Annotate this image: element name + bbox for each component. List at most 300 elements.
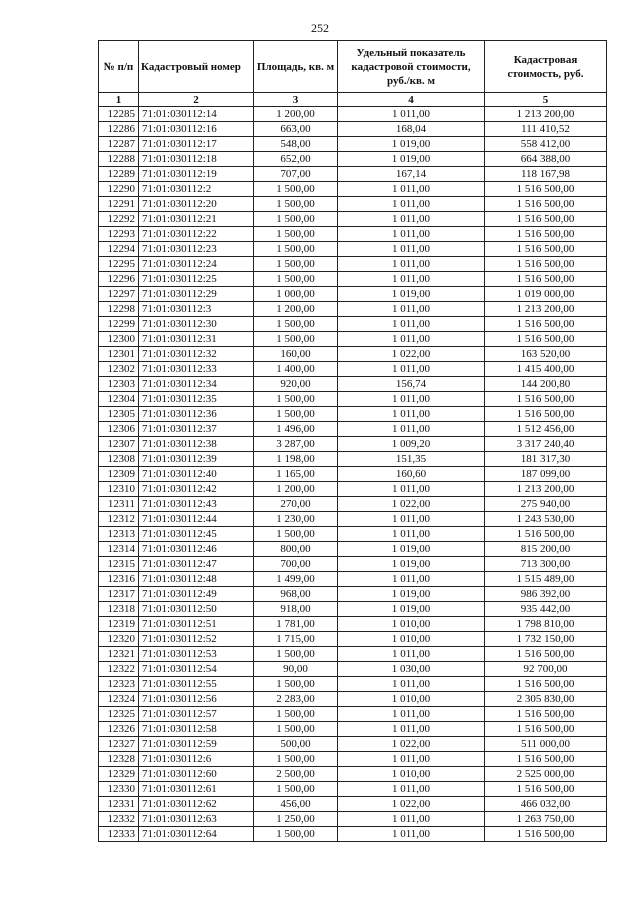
table-row: [99, 527, 607, 542]
table-row: [99, 137, 607, 152]
area-cell: 918,00: [254, 602, 338, 617]
cost-cell: 466 032,00: [485, 797, 607, 812]
rate-cell: 1 010,00: [338, 692, 485, 707]
rate-cell: 1 011,00: [338, 317, 485, 332]
cadastral-number-cell: 71:01:030112:20: [139, 197, 254, 212]
area-cell: 1 500,00: [254, 227, 338, 242]
column-number-row: [99, 93, 607, 107]
area-cell: 270,00: [254, 497, 338, 512]
cost-cell: 1 516 500,00: [485, 242, 607, 257]
cost-cell: 1 213 200,00: [485, 302, 607, 317]
row-number-cell: 12301: [99, 347, 139, 362]
rate-cell: 1 011,00: [338, 242, 485, 257]
rate-cell: 1 019,00: [338, 137, 485, 152]
cadastral-number-cell: 71:01:030112:2: [139, 182, 254, 197]
row-number-cell: 12288: [99, 152, 139, 167]
area-cell: 500,00: [254, 737, 338, 752]
area-cell: 1 500,00: [254, 242, 338, 257]
cadastral-number-cell: 71:01:030112:30: [139, 317, 254, 332]
area-cell: 90,00: [254, 662, 338, 677]
rate-cell: 1 011,00: [338, 722, 485, 737]
rate-cell: 167,14: [338, 167, 485, 182]
row-number-cell: 12332: [99, 812, 139, 827]
area-cell: 2 283,00: [254, 692, 338, 707]
cost-cell: 1 516 500,00: [485, 677, 607, 692]
area-cell: 1 500,00: [254, 782, 338, 797]
rate-cell: 1 011,00: [338, 647, 485, 662]
table-row: [99, 482, 607, 497]
cost-cell: 187 099,00: [485, 467, 607, 482]
table-row: [99, 632, 607, 647]
cost-cell: 1 516 500,00: [485, 392, 607, 407]
row-number-cell: 12325: [99, 707, 139, 722]
row-number-cell: 12304: [99, 392, 139, 407]
cadastral-number-cell: 71:01:030112:40: [139, 467, 254, 482]
area-cell: 1 500,00: [254, 752, 338, 767]
table-row: [99, 317, 607, 332]
cost-cell: 1 732 150,00: [485, 632, 607, 647]
rate-cell: 1 019,00: [338, 542, 485, 557]
cost-cell: 1 516 500,00: [485, 527, 607, 542]
rate-cell: 1 022,00: [338, 497, 485, 512]
area-cell: 1 230,00: [254, 512, 338, 527]
area-cell: 160,00: [254, 347, 338, 362]
table-row: [99, 227, 607, 242]
cadastral-number-cell: 71:01:030112:37: [139, 422, 254, 437]
rate-cell: 1 011,00: [338, 407, 485, 422]
area-cell: 1 500,00: [254, 722, 338, 737]
table-row: [99, 407, 607, 422]
cost-cell: 1 516 500,00: [485, 182, 607, 197]
area-cell: 1 500,00: [254, 257, 338, 272]
cost-cell: 1 516 500,00: [485, 722, 607, 737]
cost-cell: 275 940,00: [485, 497, 607, 512]
table-row: [99, 242, 607, 257]
row-number-cell: 12293: [99, 227, 139, 242]
cost-cell: 1 213 200,00: [485, 482, 607, 497]
column-number: 5: [485, 93, 607, 107]
table-row: [99, 677, 607, 692]
table-row: [99, 662, 607, 677]
cadastral-number-cell: 71:01:030112:43: [139, 497, 254, 512]
area-cell: 652,00: [254, 152, 338, 167]
table-row: [99, 602, 607, 617]
cadastral-number-cell: 71:01:030112:60: [139, 767, 254, 782]
row-number-cell: 12285: [99, 107, 139, 122]
table-row: [99, 827, 607, 842]
area-cell: 1 496,00: [254, 422, 338, 437]
area-cell: 1 500,00: [254, 647, 338, 662]
row-number-cell: 12309: [99, 467, 139, 482]
table-row: [99, 107, 607, 122]
rate-cell: 1 011,00: [338, 227, 485, 242]
cadastral-number-cell: 71:01:030112:49: [139, 587, 254, 602]
rate-cell: 1 011,00: [338, 677, 485, 692]
cost-cell: 1 516 500,00: [485, 257, 607, 272]
cost-cell: 118 167,98: [485, 167, 607, 182]
table-row: [99, 287, 607, 302]
cadastral-number-cell: 71:01:030112:51: [139, 617, 254, 632]
rate-cell: 1 011,00: [338, 572, 485, 587]
row-number-cell: 12321: [99, 647, 139, 662]
cadastral-number-cell: 71:01:030112:55: [139, 677, 254, 692]
cadastral-number-cell: 71:01:030112:38: [139, 437, 254, 452]
row-number-cell: 12298: [99, 302, 139, 317]
row-number-cell: 12303: [99, 377, 139, 392]
table-row: [99, 182, 607, 197]
area-cell: 663,00: [254, 122, 338, 137]
cadastral-number-cell: 71:01:030112:35: [139, 392, 254, 407]
rate-cell: 1 011,00: [338, 302, 485, 317]
area-cell: 1 715,00: [254, 632, 338, 647]
row-number-cell: 12299: [99, 317, 139, 332]
rate-cell: 1 019,00: [338, 602, 485, 617]
column-number: 1: [99, 93, 139, 107]
table-row: [99, 767, 607, 782]
cost-cell: 1 798 810,00: [485, 617, 607, 632]
row-number-cell: 12330: [99, 782, 139, 797]
area-cell: 1 500,00: [254, 827, 338, 842]
cost-cell: 1 516 500,00: [485, 227, 607, 242]
row-number-cell: 12311: [99, 497, 139, 512]
table-row: [99, 557, 607, 572]
cost-cell: 1 516 500,00: [485, 827, 607, 842]
row-number-cell: 12310: [99, 482, 139, 497]
cadastral-number-cell: 71:01:030112:16: [139, 122, 254, 137]
column-number: 3: [254, 93, 338, 107]
area-cell: 700,00: [254, 557, 338, 572]
cadastral-number-cell: 71:01:030112:58: [139, 722, 254, 737]
rate-cell: 1 010,00: [338, 632, 485, 647]
table-row: [99, 572, 607, 587]
table-row: [99, 437, 607, 452]
area-cell: 1 500,00: [254, 212, 338, 227]
header-num: № п/п: [99, 41, 139, 93]
table-row: [99, 647, 607, 662]
row-number-cell: 12296: [99, 272, 139, 287]
rate-cell: 1 011,00: [338, 812, 485, 827]
cost-cell: 1 516 500,00: [485, 212, 607, 227]
table-row: [99, 272, 607, 287]
table-body: [99, 107, 607, 842]
cost-cell: 1 415 400,00: [485, 362, 607, 377]
area-cell: 1 500,00: [254, 182, 338, 197]
row-number-cell: 12294: [99, 242, 139, 257]
row-number-cell: 12326: [99, 722, 139, 737]
rate-cell: 1 019,00: [338, 287, 485, 302]
cost-cell: 1 263 750,00: [485, 812, 607, 827]
cost-cell: 1 515 489,00: [485, 572, 607, 587]
cost-cell: 92 700,00: [485, 662, 607, 677]
rate-cell: 1 022,00: [338, 347, 485, 362]
cadastral-number-cell: 71:01:030112:14: [139, 107, 254, 122]
cadastral-number-cell: 71:01:030112:53: [139, 647, 254, 662]
cost-cell: 1 243 530,00: [485, 512, 607, 527]
cadastral-number-cell: 71:01:030112:17: [139, 137, 254, 152]
rate-cell: 1 010,00: [338, 767, 485, 782]
header-rate: Удельный показатель кадастровой стоимости, руб./кв. м: [338, 41, 485, 93]
table-row: [99, 392, 607, 407]
cadastral-number-cell: 71:01:030112:19: [139, 167, 254, 182]
rate-cell: 1 019,00: [338, 152, 485, 167]
rate-cell: 1 011,00: [338, 362, 485, 377]
row-number-cell: 12312: [99, 512, 139, 527]
rate-cell: 1 022,00: [338, 797, 485, 812]
cadastral-number-cell: 71:01:030112:33: [139, 362, 254, 377]
table-row: [99, 362, 607, 377]
area-cell: 920,00: [254, 377, 338, 392]
table-row: [99, 722, 607, 737]
column-number: 4: [338, 93, 485, 107]
area-cell: 1 500,00: [254, 332, 338, 347]
cost-cell: 664 388,00: [485, 152, 607, 167]
area-cell: 1 500,00: [254, 197, 338, 212]
cadastral-number-cell: 71:01:030112:42: [139, 482, 254, 497]
cadastral-number-cell: 71:01:030112:3: [139, 302, 254, 317]
cadastral-number-cell: 71:01:030112:24: [139, 257, 254, 272]
area-cell: 3 287,00: [254, 437, 338, 452]
table-row: [99, 332, 607, 347]
table-row: [99, 197, 607, 212]
table-row: [99, 347, 607, 362]
cadastral-number-cell: 71:01:030112:18: [139, 152, 254, 167]
cadastral-number-cell: 71:01:030112:25: [139, 272, 254, 287]
cost-cell: 1 512 456,00: [485, 422, 607, 437]
row-number-cell: 12318: [99, 602, 139, 617]
rate-cell: 1 030,00: [338, 662, 485, 677]
cadastral-number-cell: 71:01:030112:31: [139, 332, 254, 347]
rate-cell: 1 010,00: [338, 617, 485, 632]
table-row: [99, 752, 607, 767]
rate-cell: 1 011,00: [338, 212, 485, 227]
row-number-cell: 12292: [99, 212, 139, 227]
area-cell: 1 400,00: [254, 362, 338, 377]
cost-cell: 1 516 500,00: [485, 407, 607, 422]
cost-cell: 1 516 500,00: [485, 197, 607, 212]
rate-cell: 151,35: [338, 452, 485, 467]
cadastral-number-cell: 71:01:030112:32: [139, 347, 254, 362]
row-number-cell: 12316: [99, 572, 139, 587]
rate-cell: 1 011,00: [338, 707, 485, 722]
header-cadastral-number: Кадастровый номер: [139, 41, 254, 93]
row-number-cell: 12322: [99, 662, 139, 677]
area-cell: 1 165,00: [254, 467, 338, 482]
table-row: [99, 212, 607, 227]
area-cell: 1 500,00: [254, 272, 338, 287]
cost-cell: 163 520,00: [485, 347, 607, 362]
cadastral-number-cell: 71:01:030112:39: [139, 452, 254, 467]
rate-cell: 1 022,00: [338, 737, 485, 752]
table-row: [99, 152, 607, 167]
cadastral-number-cell: 71:01:030112:47: [139, 557, 254, 572]
cadastral-number-cell: 71:01:030112:59: [139, 737, 254, 752]
cost-cell: 181 317,30: [485, 452, 607, 467]
row-number-cell: 12305: [99, 407, 139, 422]
cost-cell: 1 019 000,00: [485, 287, 607, 302]
row-number-cell: 12333: [99, 827, 139, 842]
cadastral-number-cell: 71:01:030112:29: [139, 287, 254, 302]
area-cell: 1 200,00: [254, 482, 338, 497]
rate-cell: 1 009,20: [338, 437, 485, 452]
table-row: [99, 512, 607, 527]
page-number: 252: [311, 21, 329, 35]
cadastral-number-cell: 71:01:030112:46: [139, 542, 254, 557]
table-row: [99, 782, 607, 797]
cadastral-number-cell: 71:01:030112:48: [139, 572, 254, 587]
rate-cell: 1 019,00: [338, 587, 485, 602]
rate-cell: 1 011,00: [338, 257, 485, 272]
row-number-cell: 12306: [99, 422, 139, 437]
row-number-cell: 12317: [99, 587, 139, 602]
row-number-cell: 12287: [99, 137, 139, 152]
table-header: [99, 41, 607, 107]
row-number-cell: 12291: [99, 197, 139, 212]
area-cell: 1 200,00: [254, 302, 338, 317]
cadastral-number-cell: 71:01:030112:64: [139, 827, 254, 842]
row-number-cell: 12324: [99, 692, 139, 707]
table-row: [99, 617, 607, 632]
rate-cell: 1 011,00: [338, 332, 485, 347]
cadastral-number-cell: 71:01:030112:23: [139, 242, 254, 257]
cadastral-number-cell: 71:01:030112:36: [139, 407, 254, 422]
cost-cell: 713 300,00: [485, 557, 607, 572]
table-row: [99, 467, 607, 482]
rate-cell: 1 011,00: [338, 482, 485, 497]
row-number-cell: 12290: [99, 182, 139, 197]
rate-cell: 1 011,00: [338, 182, 485, 197]
rate-cell: 1 011,00: [338, 527, 485, 542]
table-row: [99, 707, 607, 722]
cost-cell: 511 000,00: [485, 737, 607, 752]
row-number-cell: 12300: [99, 332, 139, 347]
row-number-cell: 12295: [99, 257, 139, 272]
row-number-cell: 12315: [99, 557, 139, 572]
row-number-cell: 12286: [99, 122, 139, 137]
rate-cell: 1 011,00: [338, 752, 485, 767]
row-number-cell: 12327: [99, 737, 139, 752]
table-row: [99, 542, 607, 557]
cost-cell: 935 442,00: [485, 602, 607, 617]
area-cell: 1 500,00: [254, 317, 338, 332]
cost-cell: 986 392,00: [485, 587, 607, 602]
area-cell: 1 781,00: [254, 617, 338, 632]
cadastral-number-cell: 71:01:030112:50: [139, 602, 254, 617]
header-row: [99, 41, 607, 93]
row-number-cell: 12331: [99, 797, 139, 812]
rate-cell: 160,60: [338, 467, 485, 482]
row-number-cell: 12314: [99, 542, 139, 557]
cost-cell: 1 516 500,00: [485, 272, 607, 287]
cadastral-number-cell: 71:01:030112:54: [139, 662, 254, 677]
cadastral-number-cell: 71:01:030112:34: [139, 377, 254, 392]
table-row: [99, 122, 607, 137]
table-row: [99, 497, 607, 512]
rate-cell: 1 011,00: [338, 827, 485, 842]
cadastral-number-cell: 71:01:030112:62: [139, 797, 254, 812]
cost-cell: 1 516 500,00: [485, 317, 607, 332]
area-cell: 1 000,00: [254, 287, 338, 302]
rate-cell: 1 011,00: [338, 782, 485, 797]
cadastral-number-cell: 71:01:030112:22: [139, 227, 254, 242]
area-cell: 1 500,00: [254, 527, 338, 542]
rate-cell: 168,04: [338, 122, 485, 137]
cadastral-number-cell: 71:01:030112:44: [139, 512, 254, 527]
table-row: [99, 737, 607, 752]
cost-cell: 111 410,52: [485, 122, 607, 137]
area-cell: 548,00: [254, 137, 338, 152]
table-row: [99, 797, 607, 812]
area-cell: 1 499,00: [254, 572, 338, 587]
table-row: [99, 167, 607, 182]
cost-cell: 3 317 240,40: [485, 437, 607, 452]
cadastral-number-cell: 71:01:030112:21: [139, 212, 254, 227]
table-row: [99, 692, 607, 707]
rate-cell: 1 019,00: [338, 557, 485, 572]
area-cell: 1 250,00: [254, 812, 338, 827]
row-number-cell: 12289: [99, 167, 139, 182]
area-cell: 968,00: [254, 587, 338, 602]
area-cell: 456,00: [254, 797, 338, 812]
area-cell: 2 500,00: [254, 767, 338, 782]
cadastral-number-cell: 71:01:030112:52: [139, 632, 254, 647]
area-cell: 1 500,00: [254, 392, 338, 407]
row-number-cell: 12329: [99, 767, 139, 782]
cadastral-number-cell: 71:01:030112:45: [139, 527, 254, 542]
row-number-cell: 12307: [99, 437, 139, 452]
row-number-cell: 12323: [99, 677, 139, 692]
area-cell: 1 198,00: [254, 452, 338, 467]
cost-cell: 815 200,00: [485, 542, 607, 557]
table-row: [99, 812, 607, 827]
column-number: 2: [139, 93, 254, 107]
row-number-cell: 12308: [99, 452, 139, 467]
cadastral-number-cell: 71:01:030112:6: [139, 752, 254, 767]
cost-cell: 1 516 500,00: [485, 332, 607, 347]
cost-cell: 1 213 200,00: [485, 107, 607, 122]
cadastral-number-cell: 71:01:030112:56: [139, 692, 254, 707]
cost-cell: 1 516 500,00: [485, 752, 607, 767]
cost-cell: 1 516 500,00: [485, 707, 607, 722]
table-row: [99, 302, 607, 317]
area-cell: 1 500,00: [254, 407, 338, 422]
rate-cell: 1 011,00: [338, 392, 485, 407]
header-cost: Кадастровая стоимость, руб.: [485, 41, 607, 93]
row-number-cell: 12319: [99, 617, 139, 632]
area-cell: 1 500,00: [254, 707, 338, 722]
rate-cell: 1 011,00: [338, 197, 485, 212]
cost-cell: 1 516 500,00: [485, 647, 607, 662]
rate-cell: 1 011,00: [338, 272, 485, 287]
cadastral-number-cell: 71:01:030112:57: [139, 707, 254, 722]
row-number-cell: 12302: [99, 362, 139, 377]
cost-cell: 1 516 500,00: [485, 782, 607, 797]
area-cell: 1 500,00: [254, 677, 338, 692]
cost-cell: 2 525 000,00: [485, 767, 607, 782]
row-number-cell: 12320: [99, 632, 139, 647]
area-cell: 800,00: [254, 542, 338, 557]
area-cell: 707,00: [254, 167, 338, 182]
rate-cell: 1 011,00: [338, 107, 485, 122]
table-row: [99, 587, 607, 602]
cadastral-number-cell: 71:01:030112:63: [139, 812, 254, 827]
area-cell: 1 200,00: [254, 107, 338, 122]
rate-cell: 156,74: [338, 377, 485, 392]
table-row: [99, 377, 607, 392]
cost-cell: 2 305 830,00: [485, 692, 607, 707]
cost-cell: 144 200,80: [485, 377, 607, 392]
cadastral-number-cell: 71:01:030112:61: [139, 782, 254, 797]
rate-cell: 1 011,00: [338, 422, 485, 437]
